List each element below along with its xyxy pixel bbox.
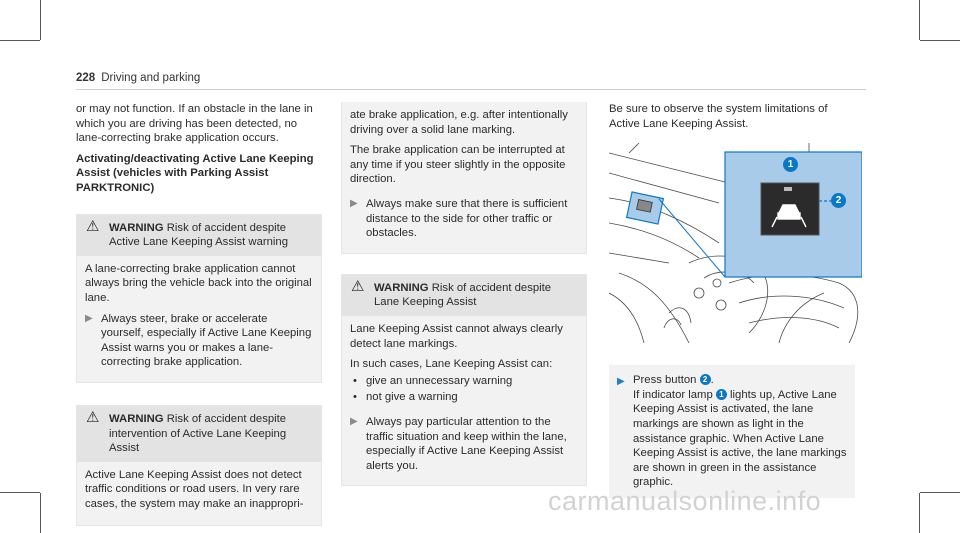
page-number: 228 xyxy=(76,72,96,84)
watermark: carmanualsonline.info xyxy=(548,486,822,516)
warning-label: WARNING xyxy=(109,412,164,425)
crop-mark xyxy=(0,40,40,41)
step-arrow-icon: ▶ xyxy=(350,197,358,209)
column-2 xyxy=(341,102,587,486)
crop-mark xyxy=(919,0,920,40)
column-3 xyxy=(609,102,855,498)
warning-icon: ⚠ xyxy=(86,217,100,235)
crop-mark xyxy=(920,492,960,493)
step-text: Always steer, brake or accelerate yourself, especially if Active Lane Keeping Assist warns you or makes a lane-correcting brake application. xyxy=(101,312,312,369)
list-item xyxy=(350,374,578,389)
warning-box xyxy=(76,214,322,383)
warning-lead: In such cases, Lane Keeping Assist can: xyxy=(350,358,553,371)
crop-mark xyxy=(0,492,40,493)
section-title: Driving and parking xyxy=(101,72,201,84)
callout-1: 1 xyxy=(783,157,798,172)
list-item-text: not give a warning xyxy=(366,391,458,404)
step-arrow-icon: ▶ xyxy=(617,376,625,388)
crop-mark xyxy=(919,493,920,533)
crop-mark xyxy=(920,40,960,41)
press-text: Press button xyxy=(633,374,697,387)
warning-header xyxy=(342,275,586,316)
warning-text: A lane-correcting brake application cannot always bring the vehicle back into the original lane. xyxy=(85,262,312,304)
warning-body xyxy=(77,256,321,382)
instruction-text xyxy=(617,373,847,490)
warning-title: Risk of accident despite intervention of Active Lane Keeping Assist xyxy=(109,412,287,455)
warning-title: Risk of accident despite Lane Keeping Assist xyxy=(374,281,552,309)
header-divider xyxy=(76,89,866,90)
crop-mark xyxy=(40,0,41,40)
intro-paragraph: or may not function. If an obstacle in the lane in which you are driving has been detected, no lane-correcting brake application occurs. xyxy=(76,103,313,145)
section-subheading: Activating/deactivating Active Lane Keeping Assist (vehicles with Parking Assist PARKTRONIC) xyxy=(76,152,314,194)
instruction-step xyxy=(350,415,578,473)
warning-body xyxy=(342,102,586,253)
page-header xyxy=(76,72,200,84)
warning-box xyxy=(76,405,322,527)
warning-icon: ⚠ xyxy=(86,408,100,426)
warning-box xyxy=(341,274,587,487)
warning-text: The brake application can be interrupted at any time if you steer slightly in the opposite direction. xyxy=(350,144,566,186)
press-suffix: . xyxy=(710,374,714,387)
warning-box-continued xyxy=(341,102,587,254)
warning-body xyxy=(342,316,586,485)
bullet-icon: • xyxy=(353,374,357,387)
list-item-text: give an unnecessary warning xyxy=(366,374,513,387)
instruction-box xyxy=(609,365,855,498)
warning-text-continued: ate brake application, e.g. after intentionally driving over a solid lane marking. xyxy=(350,109,568,136)
cockpit-illustration xyxy=(609,143,862,343)
list-item xyxy=(350,390,578,405)
warning-title: Risk of accident despite Active Lane Keeping Assist warning xyxy=(109,221,288,249)
if-suffix: lights up, Active Lane Keeping Assist is activated, the lane markings are shown as light in the assistance graphic. When Active Lane Keeping Assist is active, the lane markings are shown in green in the assistance graphic. xyxy=(633,388,847,489)
warning-header xyxy=(77,215,321,256)
if-text: If indicator lamp xyxy=(633,388,713,401)
warning-text: Lane Keeping Assist cannot always clearly detect lane markings. xyxy=(350,322,563,350)
warning-label: WARNING xyxy=(109,221,164,234)
crop-mark xyxy=(40,493,41,533)
column-1 xyxy=(76,102,322,526)
warning-label: WARNING xyxy=(374,281,429,294)
callout-2: 2 xyxy=(831,193,846,208)
cockpit-line-drawing xyxy=(609,143,862,343)
warning-header xyxy=(77,406,321,462)
step-arrow-icon: ▶ xyxy=(85,312,93,324)
step-arrow-icon: ▶ xyxy=(350,415,358,427)
step-text: Always pay particular attention to the traffic situation and keep within the lane, especially if Active Lane Keeping Assist alerts you. xyxy=(366,415,567,472)
callout-ref-1: 1 xyxy=(716,389,727,400)
warning-body xyxy=(77,462,321,526)
callout-ref-2: 2 xyxy=(700,374,711,385)
warning-icon: ⚠ xyxy=(351,277,365,295)
instruction-step xyxy=(85,312,313,370)
intro-paragraph: Be sure to observe the system limitations of Active Lane Keeping Assist. xyxy=(609,103,828,130)
instruction-step xyxy=(350,197,578,241)
step-text: Always make sure that there is sufficient distance to the side for other traffic or obstacles. xyxy=(366,197,568,240)
warning-text: Active Lane Keeping Assist does not detect traffic conditions or road users. In very rare cases, the system may make an inappropri- xyxy=(85,468,304,510)
bullet-icon: • xyxy=(353,391,357,404)
